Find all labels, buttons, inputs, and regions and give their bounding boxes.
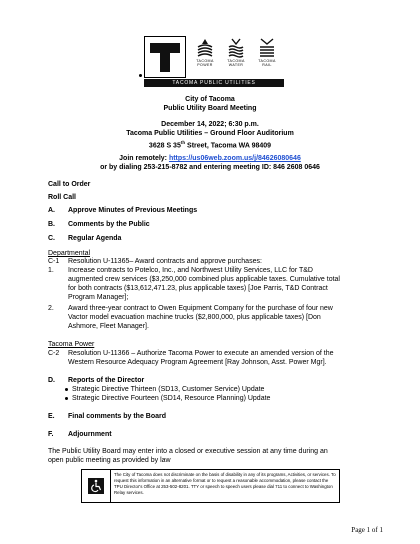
c1-item2-line3: Ashmore, Fleet Manager].	[68, 323, 149, 330]
item-d-label: D.	[48, 377, 55, 384]
tacoma-power-heading: Tacoma Power	[48, 341, 95, 348]
c2-line2: Western Resource Adequacy Program Agreement [Ray Johnson, Asst. Power Mgr].	[68, 359, 327, 366]
zoom-link[interactable]: https://us06web.zoom.us/j/84626080646	[168, 155, 301, 162]
accessibility-notice-text: The City of Tacoma does not discriminate on the basis of disability in any of its programs, Activities, or services. To request this information in an alternative format or to request a reasonable accommodation, please contact the TPU Director's Office at 253-502-8201. TTY or speech to speech users please dial 711 to connect to Washington Relay services.	[114, 472, 336, 495]
directive-14-update: Strategic Directive Fourteen (SD14, Resource Planning) Update	[72, 395, 271, 402]
item-c-label: C.	[48, 235, 55, 242]
item-e-label: E.	[48, 413, 55, 420]
water-label: TACOMA WATER	[227, 59, 245, 67]
c1-item1-line4: Program Manager];	[68, 294, 129, 301]
item-b-text: Comments by the Public	[68, 221, 150, 228]
accessibility-notice-box	[81, 469, 340, 503]
bullet-2	[65, 397, 68, 400]
item-a-label: A.	[48, 207, 55, 214]
directive-13-update: Strategic Directive Thirteen (SD13, Customer Service) Update	[72, 386, 265, 393]
tacoma-public-utilities-logo	[144, 36, 284, 87]
rail-label: TACOMA RAIL	[258, 59, 276, 67]
c1-item1-line3: for both contracts ($13,612,471.23, plus applicable taxes) [Joe Parris, T&D Contract	[68, 285, 328, 292]
tacoma-water-unit	[221, 36, 251, 78]
c1-item2-num: 2.	[48, 305, 54, 312]
header-title: Public Utility Board Meeting	[163, 105, 257, 112]
c2-line1: Resolution U-11366 – Authorize Tacoma Power to execute an amended version of the	[68, 350, 334, 357]
c1-label: C-1	[48, 258, 60, 265]
logo-band: TACOMA PUBLIC UTILITIES	[144, 79, 284, 87]
header-venue: Tacoma Public Utilities – Ground Floor Auditorium	[126, 130, 294, 137]
c1-text: Resolution U-11365– Award contracts and approve purchases:	[68, 258, 262, 265]
c2-label: C-2	[48, 350, 60, 357]
tacoma-rail-unit	[252, 36, 282, 78]
roll-call: Roll Call	[48, 194, 77, 201]
water-icon	[227, 38, 245, 58]
item-f-label: F.	[48, 431, 54, 438]
item-b-label: B.	[48, 221, 55, 228]
c1-item1-num: 1.	[48, 267, 54, 274]
c1-item2-line1: Award three-year contract to Owen Equipment Company for the purchase of four new	[68, 305, 333, 312]
item-d-text: Reports of the Director	[68, 377, 145, 384]
item-a-text: Approve Minutes of Previous Meetings	[68, 207, 198, 214]
closing-line2: open public meeting as provided by law	[48, 457, 171, 464]
tacoma-t-icon	[144, 36, 186, 78]
header-city: City of Tacoma	[185, 96, 235, 103]
rail-icon	[258, 38, 276, 58]
item-f-text: Adjournment	[68, 431, 112, 438]
bullet-1	[65, 388, 68, 391]
header-address: 3628 S 35th Street, Tacoma WA 98409	[148, 140, 272, 150]
wheelchair-icon-cell	[82, 470, 111, 502]
dial-in-info: or by dialing 253-215-8782 and entering meeting ID: 846 2608 0646	[100, 164, 320, 171]
item-c-text: Regular Agenda	[68, 235, 122, 242]
call-to-order: Call to Order	[48, 181, 91, 188]
power-label: TACOMA POWER	[196, 59, 214, 67]
page-number: Page 1 of 1	[351, 526, 383, 534]
wheelchair-icon	[88, 478, 104, 494]
c1-item1-line2: augmented crew services ($3,250,000 combined plus applicable taxes. Cumulative total	[68, 276, 340, 283]
c1-item1-line1: Increase contracts to Potelco, Inc., and Northwest Utility Services, LLC for T&D	[68, 267, 313, 274]
power-icon	[196, 38, 214, 58]
item-e-text: Final comments by the Board	[68, 413, 167, 420]
departmental-heading: Departmental	[48, 250, 91, 257]
header-datetime: December 14, 2022; 6:30 p.m.	[161, 121, 259, 128]
tacoma-power-unit	[190, 36, 220, 78]
logo-dot	[139, 74, 142, 77]
join-remotely: Join remotely: https://us06web.zoom.us/j/84626080646	[119, 155, 301, 162]
c1-item2-line2: Vactor model evacuation machine trucks ($2,800,000, plus applicable taxes) [Don	[68, 314, 321, 321]
closing-line1: The Public Utility Board may enter into a closed or executive session at any time during an	[48, 448, 328, 455]
